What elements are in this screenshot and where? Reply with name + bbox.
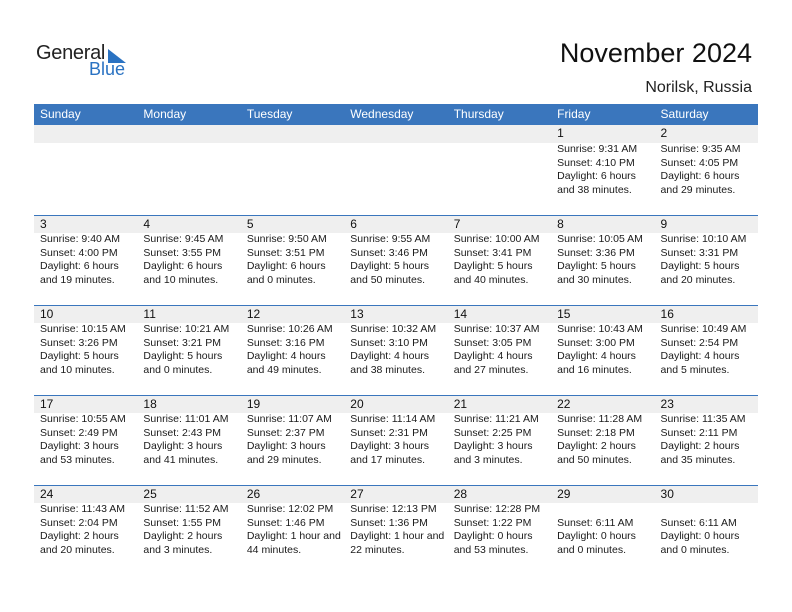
day-number — [137, 125, 240, 143]
weekday-saturday: Saturday — [660, 107, 709, 121]
day-daylight1-text: Daylight: 0 hours — [453, 530, 533, 542]
day-info — [655, 503, 758, 557]
day-number: 14 — [453, 307, 468, 321]
day-sunrise-text: Sunrise: 9:45 AM — [143, 233, 224, 245]
generalblue-logo — [36, 42, 136, 82]
day-daylight1-text: Daylight: 5 hours — [40, 350, 119, 362]
day-info — [448, 503, 551, 557]
day-info — [448, 233, 551, 287]
day-daylight2-text — [454, 184, 549, 198]
day-daylight1-text: Daylight: 3 hours — [453, 440, 533, 452]
day-number: 17 — [40, 397, 54, 411]
day-number — [34, 125, 137, 143]
day-daylight2-text: and 19 minutes. — [40, 273, 115, 286]
day-sunset-text: Sunset: 2:37 PM — [246, 426, 325, 439]
day-sunrise-text: Sunrise: 9:55 AM — [350, 233, 431, 245]
day-daylight1-text: Daylight: 3 hours — [350, 440, 430, 452]
weekday-tuesday: Tuesday — [246, 107, 293, 121]
day-sunrise-text: Sunrise: 9:31 AM — [557, 143, 638, 155]
page-title: November 2024 — [559, 38, 752, 68]
day-info — [655, 233, 758, 287]
day-daylight2-text: and 20 minutes. — [40, 543, 115, 556]
day-number: 28 — [453, 487, 468, 501]
day-daylight2-text: and 38 minutes. — [350, 363, 425, 376]
day-number: 1 — [557, 126, 564, 140]
day-daylight1-text — [454, 170, 549, 184]
weekday-friday: Friday — [557, 107, 591, 121]
day-info — [655, 413, 758, 467]
day-daylight2-text: and 49 minutes. — [246, 363, 322, 376]
day-number: 15 — [557, 307, 571, 321]
day-daylight1-text: Daylight: 4 hours — [350, 350, 430, 362]
day-number — [241, 125, 344, 143]
day-number: 12 — [246, 307, 261, 321]
day-sunset-text: Sunset: 2:54 PM — [660, 336, 739, 349]
day-sunset-text: Sunset: 3:31 PM — [660, 246, 739, 259]
day-sunrise-text: Sunrise: 11:14 AM — [350, 413, 436, 425]
day-sunset-text: Sunset: 3:10 PM — [350, 336, 428, 349]
day-number: 24 — [40, 487, 54, 501]
day-info — [344, 413, 447, 467]
day-daylight1-text: Daylight: 0 hours — [660, 530, 740, 542]
day-daylight2-text: 22 minutes. — [350, 543, 405, 556]
day-info — [241, 233, 344, 287]
week-day-details — [34, 413, 758, 467]
day-daylight2-text — [247, 184, 342, 198]
day-sunset-text — [454, 157, 549, 171]
day-info — [137, 143, 240, 197]
day-number: 8 — [557, 217, 564, 231]
day-number: 7 — [453, 217, 461, 231]
day-daylight2-text: and 53 minutes. — [453, 543, 529, 556]
location-subtitle: Norilsk, Russia — [645, 79, 752, 96]
day-info — [34, 323, 137, 377]
day-info — [551, 503, 654, 557]
day-sunrise-text: Sunrise: 11:07 AM — [246, 413, 332, 425]
day-number: 20 — [350, 397, 364, 411]
day-daylight1-text: Daylight: 2 hours — [143, 530, 223, 542]
day-daylight1-text: Daylight: 5 hours — [143, 350, 223, 362]
day-sunrise-text — [454, 143, 549, 157]
day-sunrise-text: Sunrise: 10:49 AM — [660, 323, 747, 335]
day-daylight1-text: Daylight: 2 hours — [40, 530, 119, 542]
day-sunrise-text: Sunrise: 10:10 AM — [660, 233, 747, 245]
week-day-details — [34, 323, 758, 377]
day-daylight1-text: Daylight: 2 hours — [557, 440, 636, 452]
day-sunset-text: Sunset: 3:51 PM — [246, 246, 325, 259]
weekday-thursday: Thursday — [453, 107, 504, 121]
day-sunrise-text: Sunrise: 10:21 AM — [143, 323, 230, 335]
day-daylight1-text: Daylight: 1 hour and — [246, 530, 341, 542]
day-daylight2-text — [40, 184, 135, 198]
day-sunrise-text — [40, 143, 135, 157]
day-info — [34, 503, 137, 557]
day-sunset-text: Sunset: 3:36 PM — [557, 246, 635, 259]
day-sunset-text: Sunset: 3:16 PM — [246, 336, 325, 349]
weeks-container — [34, 125, 758, 575]
day-daylight2-text: and 35 minutes. — [660, 453, 736, 466]
day-sunrise-text: Sunrise: 9:50 AM — [246, 233, 327, 245]
weekday-header — [34, 104, 758, 125]
day-daylight2-text: and 10 minutes. — [40, 363, 115, 376]
day-sunrise-text: Sunrise: 11:52 AM — [143, 503, 229, 515]
day-info — [34, 143, 137, 197]
day-daylight1-text: Daylight: 3 hours — [40, 440, 119, 452]
day-info — [551, 323, 654, 377]
week-day-details — [34, 503, 758, 557]
day-sunset-text: Sunset: 4:10 PM — [557, 156, 635, 169]
day-sunrise-text — [350, 143, 445, 157]
day-daylight1-text: Daylight: 3 hours — [143, 440, 223, 452]
day-daylight1-text — [247, 170, 342, 184]
weekday-monday: Monday — [143, 107, 187, 121]
day-sunrise-text: Sunrise: 11:35 AM — [660, 413, 746, 425]
day-sunset-text: Sunset: 2:25 PM — [453, 426, 532, 439]
day-daylight2-text: and 30 minutes. — [557, 273, 632, 286]
day-sunset-text: Sunset: 2:11 PM — [660, 426, 738, 439]
day-sunrise-text — [143, 143, 238, 157]
day-daylight2-text: and 41 minutes. — [143, 453, 219, 466]
logo-blue-text: Blue — [89, 59, 126, 79]
day-sunrise-text: Sunrise: 10:32 AM — [350, 323, 437, 335]
day-daylight1-text: Daylight: 5 hours — [453, 260, 533, 272]
week-day-numbers — [34, 215, 758, 233]
day-info — [241, 503, 344, 557]
day-info — [34, 413, 137, 467]
day-number: 4 — [143, 217, 151, 231]
day-daylight2-text: 44 minutes. — [246, 543, 302, 556]
day-daylight2-text — [143, 184, 238, 198]
day-number: 5 — [246, 217, 254, 231]
day-sunset-text: Sunset: 3:41 PM — [453, 246, 532, 259]
day-daylight2-text: and 29 minutes. — [660, 183, 736, 196]
day-daylight2-text: and 0 minutes. — [143, 363, 213, 376]
day-info — [137, 233, 240, 287]
day-sunset-text — [40, 157, 135, 171]
day-number: 23 — [660, 397, 674, 411]
day-info — [551, 233, 654, 287]
day-sunset-text: Sunset: 6:11 AM — [557, 516, 634, 529]
day-daylight2-text: and 5 minutes. — [660, 363, 730, 376]
day-daylight1-text: Daylight: 5 hours — [557, 260, 636, 272]
day-daylight1-text: Daylight: 5 hours — [350, 260, 430, 272]
day-number: 19 — [246, 397, 261, 411]
day-info — [655, 323, 758, 377]
day-sunrise-text: Sunrise: 10:15 AM — [40, 323, 126, 335]
day-daylight1-text — [40, 170, 135, 184]
day-daylight1-text: Daylight: 4 hours — [453, 350, 533, 362]
day-number: 10 — [40, 307, 54, 321]
day-daylight2-text: and 3 minutes. — [453, 453, 523, 466]
day-daylight1-text: Daylight: 0 hours — [557, 530, 636, 542]
day-sunrise-text — [557, 503, 652, 517]
day-daylight2-text: and 29 minutes. — [246, 453, 322, 466]
day-daylight1-text: Daylight: 1 hour and — [350, 530, 445, 542]
day-daylight1-text: Daylight: 6 hours — [40, 260, 119, 272]
day-daylight1-text: Daylight: 6 hours — [557, 170, 636, 182]
day-info — [448, 323, 551, 377]
day-info — [448, 413, 551, 467]
week-day-details — [34, 143, 758, 197]
day-sunrise-text: Sunrise: 10:05 AM — [557, 233, 643, 245]
day-daylight2-text: and 27 minutes. — [453, 363, 529, 376]
day-daylight1-text — [350, 170, 445, 184]
day-sunset-text: Sunset: 3:21 PM — [143, 336, 222, 349]
day-sunrise-text: Sunrise: 11:28 AM — [557, 413, 643, 425]
day-daylight2-text: and 16 minutes. — [557, 363, 632, 376]
day-number — [344, 125, 447, 143]
day-daylight2-text: and 0 minutes. — [660, 543, 730, 556]
day-sunrise-text: Sunrise: 10:00 AM — [453, 233, 540, 245]
day-sunset-text: Sunset: 4:05 PM — [660, 156, 739, 169]
day-daylight1-text: Daylight: 4 hours — [660, 350, 740, 362]
day-daylight1-text: Daylight: 2 hours — [660, 440, 740, 452]
week-day-numbers — [34, 125, 758, 143]
day-sunset-text: Sunset: 1:55 PM — [143, 516, 222, 529]
day-info — [551, 143, 654, 197]
day-daylight1-text: Daylight: 6 hours — [660, 170, 740, 182]
day-daylight2-text: and 38 minutes. — [557, 183, 632, 196]
week-day-numbers — [34, 305, 758, 323]
day-info — [344, 503, 447, 557]
day-number: 27 — [350, 487, 364, 501]
day-daylight1-text: Daylight: 6 hours — [143, 260, 223, 272]
day-info — [137, 503, 240, 557]
day-sunset-text: Sunset: 2:18 PM — [557, 426, 635, 439]
day-sunset-text: Sunset: 3:26 PM — [40, 336, 118, 349]
day-info — [34, 233, 137, 287]
day-number: 6 — [350, 217, 357, 231]
week-day-details — [34, 233, 758, 287]
day-number: 9 — [660, 217, 668, 231]
day-sunset-text: Sunset: 2:31 PM — [350, 426, 428, 439]
week-row — [34, 215, 758, 305]
calendar-grid — [34, 104, 758, 575]
day-sunset-text: Sunset: 6:11 AM — [660, 516, 737, 529]
day-info — [137, 413, 240, 467]
day-sunrise-text: Sunrise: 10:26 AM — [246, 323, 333, 335]
day-number: 2 — [660, 126, 668, 140]
day-info — [241, 323, 344, 377]
day-daylight1-text: Daylight: 4 hours — [557, 350, 636, 362]
day-daylight2-text: and 10 minutes. — [143, 273, 219, 286]
day-sunset-text: Sunset: 4:00 PM — [40, 246, 118, 259]
week-row — [34, 125, 758, 215]
day-sunrise-text: Sunrise: 10:55 AM — [40, 413, 126, 425]
day-number: 29 — [557, 487, 571, 501]
day-sunset-text: Sunset: 2:04 PM — [40, 516, 118, 529]
week-row — [34, 395, 758, 485]
day-sunset-text: Sunset: 1:36 PM — [350, 516, 428, 529]
logo-general-text: General — [36, 42, 106, 64]
day-daylight1-text: Daylight: 4 hours — [246, 350, 326, 362]
day-sunrise-text: Sunrise: 12:13 PM — [350, 503, 437, 515]
day-info — [344, 143, 447, 197]
day-number: 25 — [143, 487, 157, 501]
week-day-numbers — [34, 395, 758, 413]
week-row — [34, 305, 758, 395]
day-sunset-text: Sunset: 1:22 PM — [453, 516, 532, 529]
day-daylight2-text — [350, 184, 445, 198]
week-day-numbers — [34, 485, 758, 503]
day-number: 13 — [350, 307, 364, 321]
day-sunrise-text — [661, 503, 756, 517]
week-row — [34, 485, 758, 575]
day-daylight2-text: and 50 minutes. — [350, 273, 425, 286]
day-sunset-text: Sunset: 2:43 PM — [143, 426, 222, 439]
day-sunrise-text: Sunrise: 10:43 AM — [557, 323, 643, 335]
day-daylight1-text: Daylight: 5 hours — [660, 260, 740, 272]
day-number: 11 — [143, 307, 156, 321]
day-sunset-text: Sunset: 2:49 PM — [40, 426, 118, 439]
day-number: 3 — [40, 217, 47, 231]
day-sunrise-text: Sunrise: 10:37 AM — [453, 323, 540, 335]
day-sunrise-text: Sunrise: 12:28 PM — [453, 503, 541, 515]
day-sunrise-text: Sunrise: 9:40 AM — [40, 233, 120, 245]
day-sunset-text: Sunset: 3:55 PM — [143, 246, 222, 259]
day-daylight2-text: and 0 minutes. — [557, 543, 626, 556]
weekday-wednesday: Wednesday — [350, 107, 414, 121]
day-sunrise-text: Sunrise: 11:21 AM — [453, 413, 539, 425]
day-sunset-text — [247, 157, 342, 171]
day-info — [344, 233, 447, 287]
day-daylight2-text: and 20 minutes. — [660, 273, 736, 286]
day-daylight1-text — [143, 170, 238, 184]
day-number: 16 — [660, 307, 674, 321]
day-daylight1-text: Daylight: 3 hours — [246, 440, 326, 452]
day-daylight2-text: and 40 minutes. — [453, 273, 529, 286]
day-daylight2-text: and 53 minutes. — [40, 453, 115, 466]
day-number — [448, 125, 551, 143]
day-number: 22 — [557, 397, 571, 411]
day-info — [655, 143, 758, 197]
day-sunrise-text: Sunrise: 11:43 AM — [40, 503, 126, 515]
day-sunset-text — [143, 157, 238, 171]
day-number: 30 — [660, 487, 674, 501]
day-daylight1-text: Daylight: 6 hours — [246, 260, 326, 272]
day-number: 18 — [143, 397, 157, 411]
day-sunrise-text: Sunrise: 12:02 PM — [246, 503, 334, 515]
day-sunrise-text: Sunrise: 11:01 AM — [143, 413, 229, 425]
day-info — [241, 413, 344, 467]
day-daylight2-text: and 0 minutes. — [246, 273, 316, 286]
day-daylight2-text: and 50 minutes. — [557, 453, 632, 466]
day-info — [344, 323, 447, 377]
day-sunrise-text: Sunrise: 9:35 AM — [660, 143, 741, 155]
day-sunrise-text — [247, 143, 342, 157]
day-sunset-text — [350, 157, 445, 171]
day-sunset-text: Sunset: 3:46 PM — [350, 246, 428, 259]
day-info — [551, 413, 654, 467]
day-info — [448, 143, 551, 197]
day-sunset-text: Sunset: 3:05 PM — [453, 336, 532, 349]
day-number: 26 — [246, 487, 261, 501]
day-daylight2-text: and 17 minutes. — [350, 453, 425, 466]
day-number: 21 — [453, 397, 468, 411]
weekday-sunday: Sunday — [40, 107, 81, 121]
day-sunset-text: Sunset: 3:00 PM — [557, 336, 635, 349]
day-info — [241, 143, 344, 197]
day-daylight2-text: and 3 minutes. — [143, 543, 213, 556]
day-info — [137, 323, 240, 377]
day-sunset-text: Sunset: 1:46 PM — [246, 516, 325, 529]
